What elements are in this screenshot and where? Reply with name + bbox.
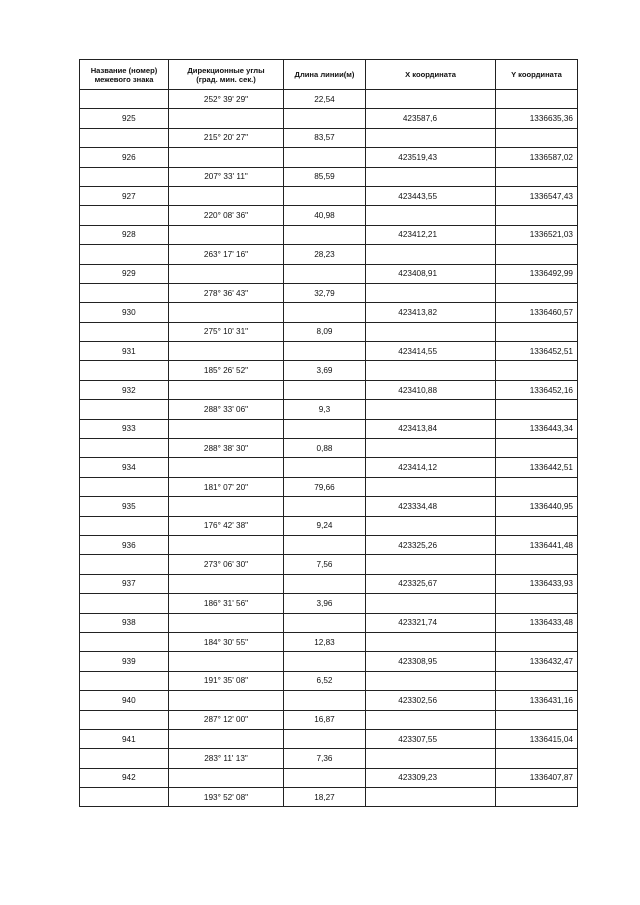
cell-y-coordinate: 1336452,51 (496, 342, 578, 361)
cell-line-length (284, 535, 366, 554)
table-row-segment (80, 477, 578, 496)
cell-line-length (284, 458, 366, 477)
table-row-segment (80, 128, 578, 147)
cell-line-length: 3,69 (284, 361, 366, 380)
cell-y-coordinate (496, 167, 578, 186)
cell-y-coordinate (496, 128, 578, 147)
cell-y-coordinate (496, 206, 578, 225)
cell-y-coordinate (496, 555, 578, 574)
cell-direction-angle: 283° 11' 13" (169, 749, 284, 768)
table-row-point (80, 535, 578, 554)
cell-direction-angle (169, 380, 284, 399)
cell-point-name: 927 (80, 186, 169, 205)
cell-x-coordinate (366, 477, 496, 496)
cell-direction-angle: 220° 08' 36" (169, 206, 284, 225)
cell-x-coordinate (366, 594, 496, 613)
table-row-segment (80, 788, 578, 807)
cell-point-name: 941 (80, 729, 169, 748)
cell-direction-angle (169, 613, 284, 632)
cell-direction-angle: 288° 33' 06" (169, 400, 284, 419)
cell-line-length: 9,3 (284, 400, 366, 419)
cell-line-length: 7,36 (284, 749, 366, 768)
cell-x-coordinate: 423325,26 (366, 535, 496, 554)
cell-x-coordinate: 423325,67 (366, 574, 496, 593)
cell-direction-angle (169, 148, 284, 167)
cell-point-name (80, 632, 169, 651)
cell-point-name (80, 245, 169, 264)
cell-line-length: 16,87 (284, 710, 366, 729)
cell-x-coordinate: 423443,55 (366, 186, 496, 205)
cell-direction-angle (169, 264, 284, 283)
cell-point-name (80, 206, 169, 225)
cell-line-length: 85,59 (284, 167, 366, 186)
cell-direction-angle: 176° 42' 38" (169, 516, 284, 535)
cell-direction-angle (169, 419, 284, 438)
cell-line-length: 22,54 (284, 90, 366, 109)
cell-x-coordinate: 423408,91 (366, 264, 496, 283)
header-direction-angle: Дирекционные углы (град. мин. сек.) (169, 60, 284, 90)
cell-line-length: 40,98 (284, 206, 366, 225)
cell-point-name (80, 322, 169, 341)
cell-line-length: 83,57 (284, 128, 366, 147)
cell-y-coordinate (496, 749, 578, 768)
table-row-point (80, 497, 578, 516)
cell-line-length (284, 303, 366, 322)
cell-point-name (80, 594, 169, 613)
cell-point-name (80, 788, 169, 807)
table-row-point (80, 574, 578, 593)
cell-direction-angle: 252° 39' 29" (169, 90, 284, 109)
cell-x-coordinate: 423414,55 (366, 342, 496, 361)
cell-line-length: 32,79 (284, 283, 366, 302)
cell-point-name (80, 749, 169, 768)
cell-x-coordinate (366, 516, 496, 535)
cell-y-coordinate: 1336547,43 (496, 186, 578, 205)
cell-direction-angle: 181° 07' 20" (169, 477, 284, 496)
cell-y-coordinate (496, 516, 578, 535)
cell-point-name (80, 477, 169, 496)
cell-point-name: 940 (80, 691, 169, 710)
header-point-name: Название (номер) межевого знака (80, 60, 169, 90)
cell-y-coordinate: 1336441,48 (496, 535, 578, 554)
cell-line-length: 7,56 (284, 555, 366, 574)
cell-direction-angle: 191° 35' 08" (169, 671, 284, 690)
cell-x-coordinate: 423308,95 (366, 652, 496, 671)
cell-direction-angle (169, 497, 284, 516)
cell-x-coordinate (366, 788, 496, 807)
table-row-segment (80, 245, 578, 264)
cell-point-name: 942 (80, 768, 169, 787)
cell-point-name (80, 439, 169, 458)
cell-point-name: 930 (80, 303, 169, 322)
cell-y-coordinate (496, 361, 578, 380)
cell-direction-angle (169, 342, 284, 361)
cell-direction-angle (169, 225, 284, 244)
table-row-point (80, 652, 578, 671)
cell-direction-angle: 185° 26' 52" (169, 361, 284, 380)
table-row-segment (80, 632, 578, 651)
cell-direction-angle: 184° 30' 55" (169, 632, 284, 651)
cell-line-length: 6,52 (284, 671, 366, 690)
cell-y-coordinate (496, 400, 578, 419)
cell-line-length (284, 342, 366, 361)
cell-direction-angle: 278° 36' 43" (169, 283, 284, 302)
cell-point-name (80, 90, 169, 109)
cell-y-coordinate: 1336415,04 (496, 729, 578, 748)
cell-y-coordinate: 1336452,16 (496, 380, 578, 399)
table-row-segment (80, 167, 578, 186)
boundary-coordinates-table (79, 59, 578, 807)
cell-point-name: 939 (80, 652, 169, 671)
cell-line-length (284, 497, 366, 516)
table-row-segment (80, 439, 578, 458)
cell-x-coordinate: 423587,6 (366, 109, 496, 128)
table-row-point (80, 225, 578, 244)
cell-line-length (284, 380, 366, 399)
cell-line-length: 79,66 (284, 477, 366, 496)
table-row-segment (80, 361, 578, 380)
cell-y-coordinate (496, 477, 578, 496)
cell-y-coordinate (496, 632, 578, 651)
table-row-point (80, 342, 578, 361)
table-row-point (80, 613, 578, 632)
cell-direction-angle: 207° 33' 11" (169, 167, 284, 186)
cell-x-coordinate (366, 671, 496, 690)
cell-y-coordinate (496, 90, 578, 109)
cell-direction-angle (169, 303, 284, 322)
cell-y-coordinate: 1336433,48 (496, 613, 578, 632)
cell-line-length (284, 419, 366, 438)
table-row-segment (80, 90, 578, 109)
table-row-segment (80, 555, 578, 574)
cell-direction-angle (169, 652, 284, 671)
cell-direction-angle (169, 768, 284, 787)
cell-direction-angle: 288° 38' 30" (169, 439, 284, 458)
cell-y-coordinate: 1336440,95 (496, 497, 578, 516)
cell-point-name: 925 (80, 109, 169, 128)
cell-line-length (284, 186, 366, 205)
table-row-segment (80, 206, 578, 225)
cell-y-coordinate: 1336492,99 (496, 264, 578, 283)
cell-x-coordinate: 423413,84 (366, 419, 496, 438)
cell-direction-angle: 275° 10' 31" (169, 322, 284, 341)
table-row-point (80, 264, 578, 283)
cell-line-length (284, 768, 366, 787)
cell-x-coordinate: 423307,55 (366, 729, 496, 748)
cell-y-coordinate: 1336433,93 (496, 574, 578, 593)
table-row-segment (80, 749, 578, 768)
cell-line-length (284, 613, 366, 632)
cell-x-coordinate: 423414,12 (366, 458, 496, 477)
cell-point-name: 933 (80, 419, 169, 438)
cell-direction-angle: 193° 52' 08" (169, 788, 284, 807)
table-row-point (80, 691, 578, 710)
cell-line-length: 9,24 (284, 516, 366, 535)
table-row-point (80, 380, 578, 399)
table-row-point (80, 303, 578, 322)
cell-x-coordinate: 423413,82 (366, 303, 496, 322)
table-row-point (80, 419, 578, 438)
cell-y-coordinate (496, 594, 578, 613)
cell-direction-angle: 186° 31' 56" (169, 594, 284, 613)
cell-x-coordinate: 423410,88 (366, 380, 496, 399)
cell-point-name: 935 (80, 497, 169, 516)
cell-point-name (80, 671, 169, 690)
cell-y-coordinate (496, 245, 578, 264)
cell-point-name: 934 (80, 458, 169, 477)
header-x-coordinate: X координата (366, 60, 496, 90)
cell-y-coordinate (496, 671, 578, 690)
cell-point-name (80, 400, 169, 419)
cell-x-coordinate (366, 245, 496, 264)
cell-y-coordinate (496, 283, 578, 302)
cell-line-length: 28,23 (284, 245, 366, 264)
cell-point-name: 937 (80, 574, 169, 593)
cell-point-name: 928 (80, 225, 169, 244)
cell-y-coordinate (496, 322, 578, 341)
header-line-length: Длина линии(м) (284, 60, 366, 90)
cell-direction-angle: 215° 20' 27" (169, 128, 284, 147)
cell-direction-angle (169, 109, 284, 128)
cell-line-length (284, 148, 366, 167)
cell-point-name: 926 (80, 148, 169, 167)
cell-line-length (284, 574, 366, 593)
cell-direction-angle: 273° 06' 30" (169, 555, 284, 574)
cell-direction-angle (169, 574, 284, 593)
cell-line-length (284, 225, 366, 244)
cell-direction-angle: 263° 17' 16" (169, 245, 284, 264)
cell-point-name (80, 128, 169, 147)
cell-point-name (80, 283, 169, 302)
table-row-segment (80, 400, 578, 419)
cell-point-name: 929 (80, 264, 169, 283)
cell-y-coordinate (496, 788, 578, 807)
cell-y-coordinate: 1336521,03 (496, 225, 578, 244)
cell-line-length: 8,09 (284, 322, 366, 341)
cell-x-coordinate (366, 128, 496, 147)
cell-x-coordinate (366, 632, 496, 651)
table-row-segment (80, 594, 578, 613)
cell-x-coordinate (366, 749, 496, 768)
cell-line-length (284, 264, 366, 283)
cell-point-name: 931 (80, 342, 169, 361)
cell-y-coordinate: 1336407,87 (496, 768, 578, 787)
cell-y-coordinate: 1336432,47 (496, 652, 578, 671)
cell-x-coordinate (366, 361, 496, 380)
cell-x-coordinate (366, 710, 496, 729)
cell-point-name (80, 555, 169, 574)
cell-y-coordinate: 1336443,34 (496, 419, 578, 438)
cell-line-length (284, 109, 366, 128)
cell-x-coordinate (366, 322, 496, 341)
cell-y-coordinate: 1336587,02 (496, 148, 578, 167)
cell-x-coordinate: 423321,74 (366, 613, 496, 632)
cell-point-name: 938 (80, 613, 169, 632)
cell-direction-angle (169, 691, 284, 710)
cell-x-coordinate: 423519,43 (366, 148, 496, 167)
table-header-row (80, 60, 578, 90)
table-row-point (80, 458, 578, 477)
cell-line-length: 18,27 (284, 788, 366, 807)
cell-point-name (80, 361, 169, 380)
table-row-segment (80, 671, 578, 690)
cell-x-coordinate (366, 283, 496, 302)
cell-direction-angle (169, 186, 284, 205)
cell-line-length (284, 691, 366, 710)
cell-x-coordinate: 423412,21 (366, 225, 496, 244)
table-row-point (80, 768, 578, 787)
cell-direction-angle (169, 535, 284, 554)
cell-line-length (284, 729, 366, 748)
cell-x-coordinate (366, 90, 496, 109)
cell-point-name: 936 (80, 535, 169, 554)
cell-x-coordinate: 423302,56 (366, 691, 496, 710)
cell-point-name: 932 (80, 380, 169, 399)
table-row-point (80, 109, 578, 128)
cell-x-coordinate: 423309,23 (366, 768, 496, 787)
cell-point-name (80, 167, 169, 186)
cell-y-coordinate: 1336431,16 (496, 691, 578, 710)
table-row-segment (80, 283, 578, 302)
cell-line-length: 0,88 (284, 439, 366, 458)
cell-direction-angle (169, 458, 284, 477)
cell-x-coordinate (366, 167, 496, 186)
table-row-segment (80, 516, 578, 535)
cell-line-length: 12,83 (284, 632, 366, 651)
header-y-coordinate: Y координата (496, 60, 578, 90)
table-row-point (80, 186, 578, 205)
cell-y-coordinate: 1336635,36 (496, 109, 578, 128)
cell-x-coordinate (366, 555, 496, 574)
cell-x-coordinate (366, 206, 496, 225)
cell-x-coordinate (366, 400, 496, 419)
cell-x-coordinate (366, 439, 496, 458)
cell-direction-angle (169, 729, 284, 748)
cell-x-coordinate: 423334,48 (366, 497, 496, 516)
table-row-point (80, 729, 578, 748)
table-row-segment (80, 322, 578, 341)
cell-y-coordinate (496, 710, 578, 729)
cell-line-length: 3,96 (284, 594, 366, 613)
cell-point-name (80, 516, 169, 535)
table-row-point (80, 148, 578, 167)
table-row-segment (80, 710, 578, 729)
cell-point-name (80, 710, 169, 729)
cell-y-coordinate: 1336442,51 (496, 458, 578, 477)
cell-line-length (284, 652, 366, 671)
cell-y-coordinate (496, 439, 578, 458)
cell-direction-angle: 287° 12' 00" (169, 710, 284, 729)
cell-y-coordinate: 1336460,57 (496, 303, 578, 322)
